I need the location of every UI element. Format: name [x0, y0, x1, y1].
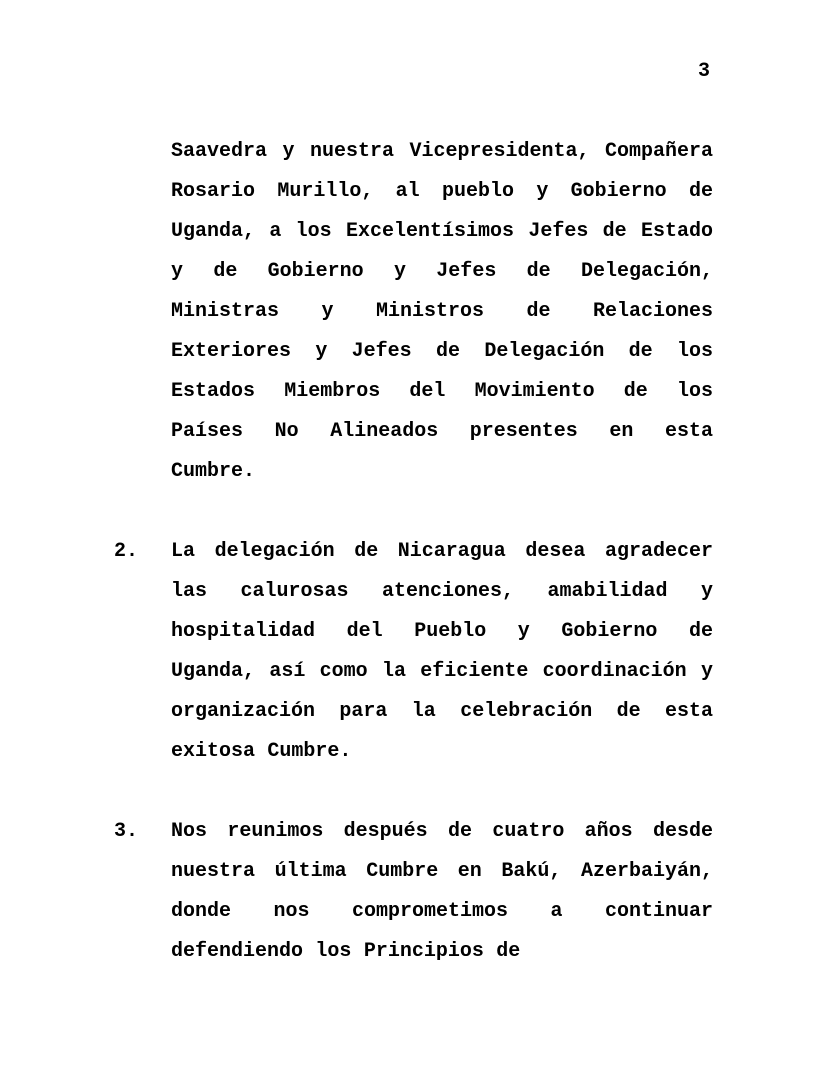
paragraph-marker: 3.: [114, 820, 139, 843]
paragraph: [114, 532, 713, 772]
paragraph-marker: 2.: [114, 540, 139, 563]
paragraph-text: La delegación de Nicaragua desea agradecer las calurosas atenciones, amabilidad y hospitalidad del Pueblo y Gobierno de Uganda, así como la eficiente coordinación y organización para la celebración de esta exitosa Cumbre.: [171, 540, 713, 763]
paragraph: [114, 812, 713, 972]
paragraph: [114, 132, 713, 492]
page-number: 3: [697, 60, 710, 83]
paragraph-text: Saavedra y nuestra Vicepresidenta, Compañera Rosario Murillo, al pueblo y Gobierno de Uganda, a los Excelentísimos Jefes de Estado y de Gobierno y Jefes de Delegación, Ministras y Ministros de Relaciones Exteriores y Jefes de Delegación de los Estados Miembros del Movimiento de los Países No Alineados presentes en esta Cumbre.: [171, 140, 713, 483]
document-body: [114, 132, 713, 972]
paragraph-text: Nos reunimos después de cuatro años desde nuestra última Cumbre en Bakú, Azerbaiyán, donde nos comprometimos a continuar defendiendo los Principios de: [171, 820, 713, 963]
